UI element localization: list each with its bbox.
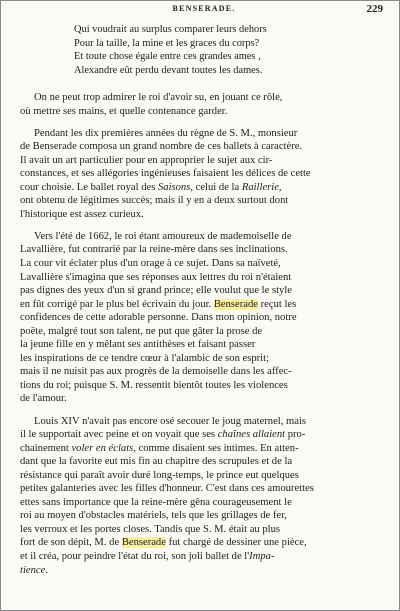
text-run: ont obtenu de légitimes succès; mais il y en a deux surtout dont (20, 195, 289, 207)
text-run: Lavallière, fut contrarié par la reine-mère dans ses inclinations. (20, 244, 288, 256)
text-line (20, 140, 378, 154)
text-line (20, 284, 378, 298)
text-line (20, 127, 378, 141)
text-line (20, 392, 378, 406)
text-run: , comme disaient ses intimes. En atten- (133, 442, 299, 454)
text-line (20, 230, 378, 244)
text-run: et il créa, pour peindre l'état du roi, son joli ballet de l' (20, 551, 250, 562)
text-run: fort de son dépit, M. de (20, 537, 122, 549)
verse-line: Et toute chose égale entre ces grandes ames , (74, 51, 261, 63)
text-line (20, 415, 378, 429)
text-run: poëte, malgré tout son talent, ne put que gâter la prose de (20, 325, 263, 337)
text-line (20, 379, 378, 393)
text-run: en fût corrigé par le plus bel écrivain du jour. (20, 298, 214, 310)
text-line (20, 181, 378, 195)
text-run: fut chargé de dessiner une pièce, (165, 537, 307, 549)
text-run: confidences de cette adorable personne. Dans mon opinion, notre (20, 312, 297, 324)
text-line (20, 564, 378, 578)
text-line (20, 523, 378, 537)
text-line (20, 91, 378, 105)
italic-text: voler en éclats (71, 442, 134, 454)
highlighted-name: Benserade (121, 537, 166, 549)
text-run: pas dignes des yeux d'un si grand prince; elle voulut que le style (20, 285, 292, 297)
text-run: résistance qui paraît avoir duré long-temps, le prince eut quelques (20, 469, 299, 481)
text-run: de Benserade composa un grand nombre de ces ballets à caractère. (20, 141, 303, 153)
text-line (20, 352, 378, 366)
text-run: tions du roi; puisque S. M. ressentit bientôt toutes les violences (20, 379, 288, 391)
text-line (20, 509, 378, 523)
text-run: chainement (20, 442, 72, 454)
text-run: . (45, 564, 48, 576)
text-run: ettes sans importance que la reine-mère gêna courageusement le (20, 496, 292, 508)
italic-text: Saisons (157, 181, 191, 193)
text-run: dant que la favorite eut mis fin au chapitre des scrupules et de la (20, 456, 293, 468)
text-line (20, 442, 378, 456)
text-run: mais il ne nuisit pas aux progrès de la demoiselle dans les affec- (20, 366, 292, 378)
paragraph (20, 415, 378, 578)
highlighted-name: Benserade (213, 298, 258, 310)
text-line (20, 311, 378, 325)
text-run: On ne peut trop admirer le roi d'avoir su, en jouant ce rôle, (34, 92, 283, 103)
text-line (20, 154, 378, 168)
text-run: la jeune fille en y mêlant ses antithèses et faisant passer (20, 339, 256, 351)
verse-line: Alexandre eût perdu devant toutes les dames. (74, 64, 263, 76)
text-line (20, 298, 378, 312)
text-run: Lavallière s'imagina que ses réponses aux lettres du roi n'étaient (20, 271, 292, 283)
text-line (20, 496, 378, 510)
text-run: Vers l'été de 1662, le roi étant amoureux de mademoiselle de (34, 230, 292, 242)
text-run: l'historique est assez curieux. (20, 208, 144, 220)
verse-line: Pour la taille, la mine et les graces du corps? (74, 37, 260, 49)
text-line (20, 550, 378, 564)
text-run: pro- (285, 429, 306, 441)
text-run: Louis XIV n'avait pas encore osé secouer le joug maternel, mais (34, 415, 307, 427)
text-line (20, 365, 378, 379)
italic-text: Impa- (249, 551, 275, 562)
paragraph (20, 230, 378, 406)
text-line (20, 482, 378, 496)
page-number: 229 (366, 3, 383, 15)
text-line (20, 536, 378, 550)
text-run: petites galanteries avec les filles d'honneur. C'est dans ces amourettes (20, 483, 314, 495)
text-line (20, 469, 378, 483)
text-run: La cour vit éclater plus d'un orage à ce sujet. Dans sa naïveté, (20, 258, 281, 270)
text-line (20, 167, 378, 181)
text-line (20, 455, 378, 469)
text-run: Il avait un art particulier pour en approprier le sujet aux cir- (20, 154, 273, 166)
text-run: où mettre ses mains, et quelle contenance garder. (20, 105, 228, 117)
verse-quatrain (74, 23, 267, 77)
text-run: constances, et ses allégories ingénieuses faisaient les délices de cette (20, 168, 311, 180)
text-line (20, 257, 378, 271)
text-run: reçut les (257, 298, 297, 310)
text-line (20, 243, 378, 257)
text-line (20, 325, 378, 339)
text-line (20, 271, 378, 285)
text-run: les inspirations de ce tendre cœur à l'alambic de son esprit; (20, 352, 270, 364)
text-line (20, 194, 378, 208)
text-run: Pendant les dix premières années du règne de S. M., monsieur (34, 127, 298, 139)
text-run: roi au moyen d'obstacles matériels, tels que les grillages de fer, (20, 510, 287, 522)
running-title: BENSERADE. (172, 4, 236, 13)
text-run: les verroux et les portes closes. Tandis que S. M. était au plus (20, 523, 281, 535)
body-text (20, 91, 378, 586)
italic-text: chaînes allaient (217, 429, 286, 441)
text-run: de l'amour. (20, 393, 67, 405)
text-line (20, 338, 378, 352)
text-run: , celui de la (190, 181, 242, 193)
text-line (20, 105, 378, 119)
running-head (23, 4, 385, 18)
text-line (20, 208, 378, 222)
italic-text: tience (20, 564, 46, 576)
text-line (20, 428, 378, 442)
text-run: , (278, 181, 282, 193)
paragraph (20, 91, 378, 118)
text-run: cour choisie. Le ballet royal des (20, 181, 158, 193)
paragraph (20, 127, 378, 222)
verse-line: Qui voudrait au surplus comparer leurs dehors (74, 24, 267, 35)
italic-text: Raillerie (241, 181, 279, 193)
text-run: il le supportait avec peine et on voyait que ses (20, 429, 218, 441)
